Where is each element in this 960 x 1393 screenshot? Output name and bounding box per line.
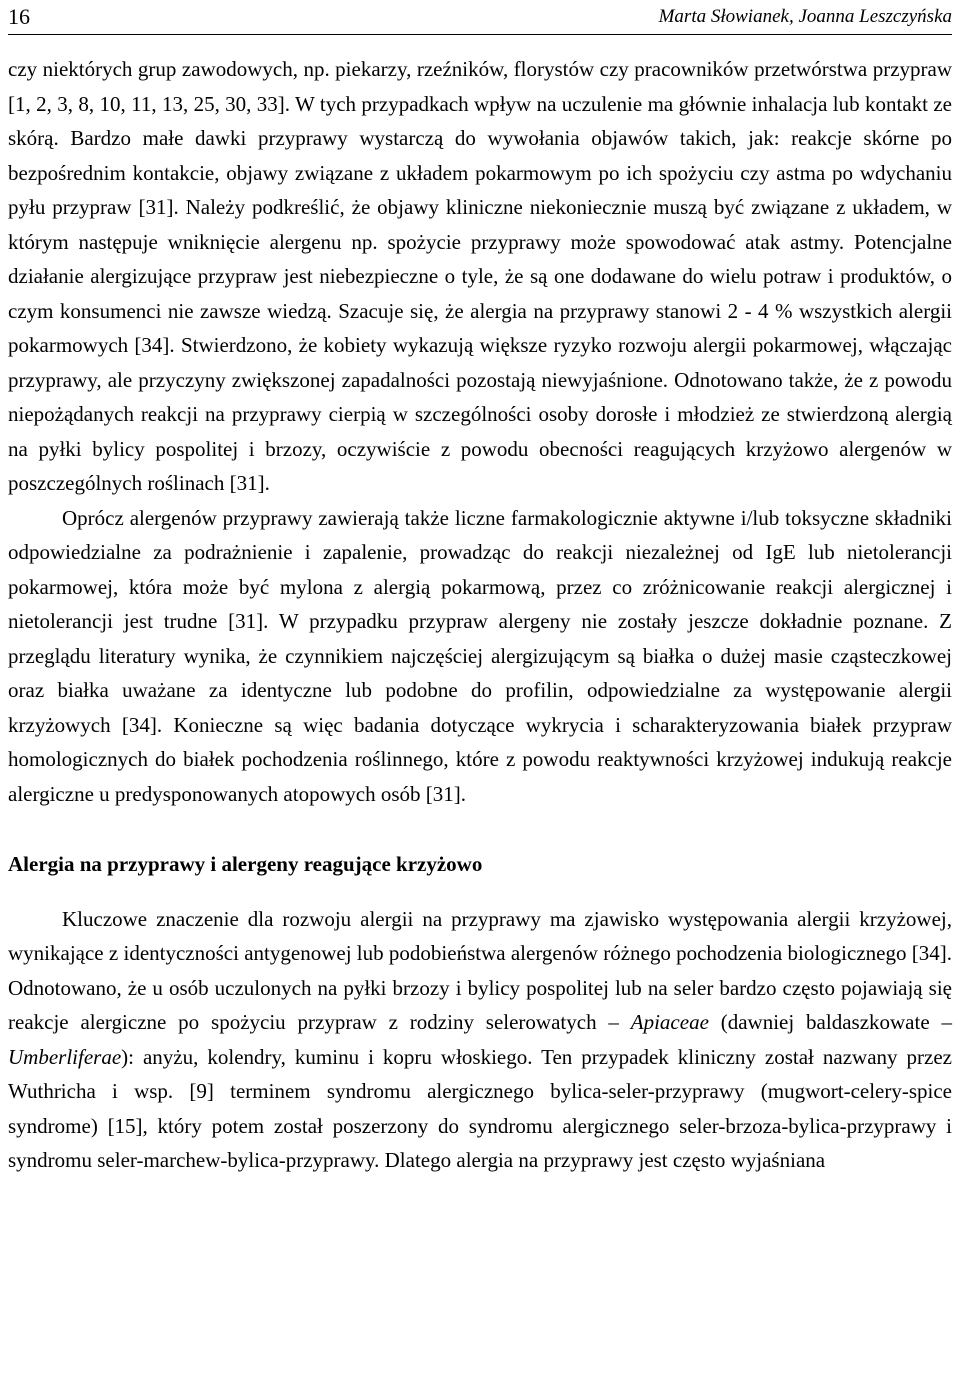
running-header-authors: Marta Słowianek, Joanna Leszczyńska bbox=[658, 6, 952, 27]
paragraph-text: ): anyżu, kolendry, kuminu i kopru włoskiego. Ten przypadek kliniczny został nazwany przez Wuthricha i wsp. [9] terminem syndromu alergicznego bylica-seler-przyprawy (mugwort-celery-spice syndrome) [15], który potem został poszerzony do syndromu alergicznego seler-brzoza-bylica-przyprawy i syndromu seler-marchew-bylica-przyprawy. Dlatego alergia na przyprawy jest często wyjaśniana bbox=[8, 1044, 952, 1172]
running-header bbox=[8, 2, 952, 35]
latin-name: Apiaceae bbox=[630, 1010, 709, 1034]
paragraph-text: (dawniej baldaszkowate – bbox=[720, 1010, 952, 1034]
body-text bbox=[8, 52, 952, 1178]
page-number: 16 bbox=[8, 4, 30, 29]
paragraph bbox=[8, 902, 952, 1178]
section-heading: Alergia na przyprawy i alergeny reagujące krzyżowo bbox=[8, 852, 483, 876]
paragraph: czy niektórych grup zawodowych, np. piekarzy, rzeźników, florystów czy pracowników przetwórstwa przypraw [1, 2, 3, 8, 10, 11, 13, 25, 30, 33]. W tych przypadkach wpływ na uczulenie ma głównie inhalacja lub kontakt ze skórą. Bardzo małe dawki przyprawy wystarczą do wywołania objawów takich, jak: reakcje skórne po bezpośrednim kontakcie, objawy związane z układem pokarmowym po ich spożyciu czy astma po wdychaniu pyłu przypraw [31]. Należy podkreślić, że objawy kliniczne niekoniecznie muszą być związane z układem, w którym następuje wniknięcie alergenu np. spożycie przyprawy może spowodować atak astmy. Potencjalne działanie alergizujące przypraw jest niebezpieczne o tyle, że są one dodawane do wielu potraw i produktów, o czym konsumenci nie zawsze wiedzą. Szacuje się, że alergia na przyprawy stanowi 2 - 4 % wszystkich alergii pokarmowych [34]. Stwierdzono, że kobiety wykazują większe ryzyko rozwoju alergii pokarmowej, włączając przyprawy, ale przyczyny zwiększonej zapadalności pozostają niewyjaśnione. Odnotowano także, że z powodu niepożądanych reakcji na przyprawy cierpią w szczególności osoby dorosłe i młodzież ze stwierdzoną alergią na pyłki bylicy pospolitej i brzozy, oczywiście z powodu obecności reagujących krzyżowo alergenów w poszczególnych roślinach [31]. bbox=[8, 57, 952, 495]
paragraph: Oprócz alergenów przyprawy zawierają także liczne farmakologicznie aktywne i/lub toksyczne składniki odpowiedzialne za podrażnienie i zapalenie, prowadząc do reakcji niezależnej od IgE lub nietolerancji pokarmowej, która może być mylona z alergią pokarmową, przez co zróżnicowanie reakcji alergicznej i nietolerancji jest trudne [31]. W przypadku przypraw alergeny nie zostały jeszcze dokładnie poznane. Z przeglądu literatury wynika, że czynnikiem najczęściej alergizującym są białka o dużej masie cząsteczkowej oraz białka uważane za identyczne lub podobne do profilin, odpowiedzialne za występowanie alergii krzyżowych [34]. Konieczne są więc badania dotyczące wykrycia i scharakteryzowania białek przypraw homologicznych do białek pochodzenia roślinnego, które z powodu reaktywności krzyżowej indukują reakcje alergiczne u predysponowanych atopowych osób [31]. bbox=[8, 505, 952, 806]
latin-name: Umberliferae bbox=[8, 1044, 122, 1069]
paragraph-text: Kluczowe znaczenie dla rozwoju alergii na przyprawy ma zjawisko występowania alergii krzyżowej, wynikające z identyczności antygenowej lub podobieństwa alergenów różnego pochodzenia biologicznego [34]. Odnotowano, że u osób uczulonych na pyłki brzozy i bylicy pospolitej lub na seler bardzo często pojawiają się reakcje alergiczne po spożyciu przypraw z rodziny selerowatych – bbox=[8, 906, 952, 1034]
